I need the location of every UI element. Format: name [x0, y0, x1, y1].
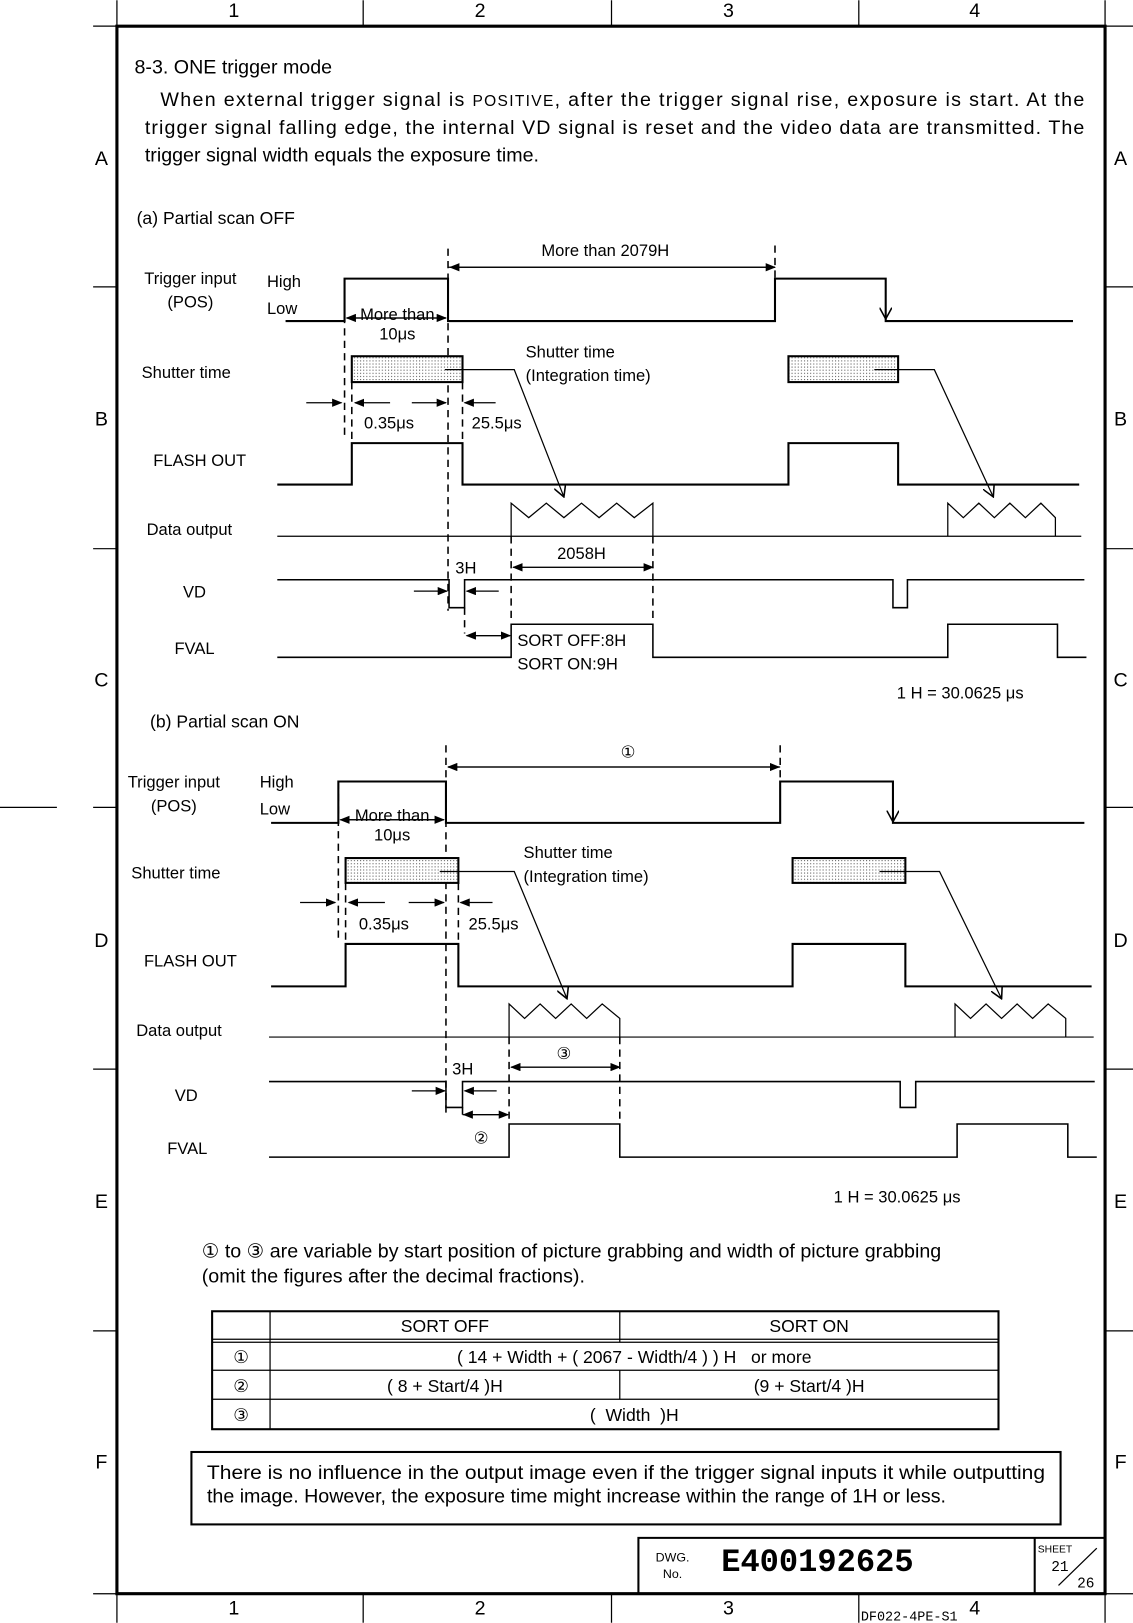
label-pos: (POS) — [150, 796, 197, 816]
duration-label: 3H — [455, 558, 477, 578]
row-label: B — [1114, 408, 1128, 431]
vd-signal — [277, 580, 1084, 608]
row-label: F — [1114, 1451, 1127, 1474]
timing-diagram-partial-scan-on — [128, 712, 1097, 1207]
notice-box — [191, 1452, 1060, 1524]
row-label: D — [1113, 930, 1128, 953]
row-key: ② — [233, 1375, 249, 1396]
label-trigger-input: Trigger input — [144, 268, 237, 288]
level-low: Low — [266, 298, 298, 318]
diagram-title: (b) Partial scan ON — [150, 711, 300, 732]
label-data-output: Data output — [146, 520, 233, 540]
vd-signal — [269, 1082, 1095, 1108]
label-flash-out: FLASH OUT — [153, 450, 247, 470]
header-sort-off: SORT OFF — [400, 1315, 490, 1336]
label-vd: VD — [183, 582, 207, 602]
annotation: Shutter time — [523, 843, 613, 863]
mark-2: ② — [473, 1128, 489, 1148]
flash-out-signal — [277, 443, 1079, 484]
row-label: A — [94, 147, 108, 170]
level-high: High — [259, 772, 294, 792]
duration-label: 10μs — [374, 825, 411, 845]
annotation: (Integration time) — [523, 866, 649, 886]
duration-label: 0.35μs — [364, 413, 415, 433]
diagram-title: (a) Partial scan OFF — [136, 207, 295, 228]
notice-line: the image. However, the exposure time might increase within the range of 1H or less. — [206, 1485, 947, 1508]
column-label: 4 — [969, 0, 981, 22]
title-block — [638, 1538, 1105, 1623]
column-label: 3 — [722, 1597, 734, 1620]
label-data-output: Data output — [136, 1021, 222, 1041]
row-label: C — [94, 669, 109, 692]
row-label: F — [95, 1451, 108, 1474]
duration-label: 3H — [452, 1059, 474, 1079]
intro-text: trigger signal width equals the exposure time. — [144, 144, 539, 167]
fval-signal — [269, 1124, 1097, 1157]
duration-label: 10μs — [379, 324, 416, 344]
no-label: No. — [662, 1567, 683, 1582]
row-label: A — [1114, 147, 1128, 170]
timing-diagram-partial-scan-off — [137, 208, 1087, 703]
header-sort-on: SORT ON — [769, 1315, 849, 1336]
label-pos: (POS) — [167, 292, 214, 312]
formula-table — [212, 1311, 998, 1429]
annotation: Shutter time — [525, 342, 615, 362]
label-flash-out: FLASH OUT — [143, 951, 237, 971]
shutter-block — [793, 858, 906, 883]
duration-label: More than — [354, 805, 430, 825]
label-fval: FVAL — [174, 639, 215, 659]
row-key: ① — [233, 1346, 249, 1367]
duration-label: 0.35μs — [358, 914, 409, 934]
intro-paragraph — [145, 89, 1085, 167]
dwg-label: DWG. — [655, 1550, 690, 1565]
row-label: B — [94, 408, 108, 431]
duration-label: More than 2079H — [541, 240, 670, 260]
column-label: 3 — [722, 0, 734, 22]
label-fval: FVAL — [167, 1138, 208, 1158]
level-high: High — [266, 271, 301, 291]
label-shutter-time: Shutter time — [141, 362, 231, 382]
column-label: 2 — [474, 0, 486, 22]
flash-out-signal — [271, 944, 1092, 986]
duration-label: 25.5μs — [471, 413, 522, 433]
column-label: 1 — [228, 1597, 240, 1620]
mark-1: ① — [620, 742, 636, 762]
note-line: (omit the figures after the decimal fractions). — [201, 1265, 585, 1288]
note-line: ① to ③ are variable by start position of picture grabbing and width of picture grabbing — [201, 1240, 942, 1263]
shutter-block — [346, 858, 459, 883]
variable-note — [202, 1240, 941, 1287]
annotation: (Integration time) — [525, 366, 651, 386]
section-title: 8-3. ONE trigger mode — [134, 56, 333, 79]
svg-text:When external trigger signal i — [160, 89, 1084, 111]
sheet-number: 21 — [1051, 1559, 1069, 1576]
sheet-total: 26 — [1077, 1576, 1095, 1593]
intro-text: trigger signal falling edge, the internal VD signal is reset and the video data are transmitted. The — [144, 116, 1085, 139]
row-label: E — [1114, 1190, 1128, 1213]
form-code: DF022-4PE-S1 — [860, 1610, 958, 1623]
table-cell: (9 + Start/4 )H — [753, 1375, 865, 1396]
duration-label: More than — [360, 305, 435, 325]
notice-line: There is no influence in the output image even if the trigger signal inputs it while outputting — [206, 1461, 1046, 1484]
fval-signal — [277, 624, 1086, 657]
intro-text: When external trigger signal is — [160, 88, 472, 111]
column-label: 1 — [228, 0, 240, 22]
row-key: ③ — [233, 1404, 249, 1425]
table-cell: ( 8 + Start/4 )H — [387, 1375, 503, 1396]
table-cell: ( Width )H — [589, 1404, 679, 1425]
row-label: D — [94, 930, 109, 953]
level-low: Low — [259, 799, 291, 819]
intro-text: , after the trigger signal rise, exposure is start. At the — [554, 88, 1085, 111]
column-label: 4 — [969, 1597, 981, 1620]
table-cell: ( 14 + Width + ( 2067 - Width/4 ) ) H or more — [456, 1346, 812, 1367]
sheet-label: SHEET — [1037, 1544, 1073, 1556]
mark-3: ③ — [556, 1043, 572, 1063]
drawing-number: E400192625 — [721, 1543, 914, 1581]
row-label: C — [1113, 669, 1128, 692]
column-label: 2 — [474, 1597, 486, 1620]
h-definition: 1 H = 30.0625 μs — [896, 683, 1024, 703]
duration-label: 25.5μs — [468, 914, 519, 934]
label-shutter-time: Shutter time — [131, 863, 221, 883]
sort-on-label: SORT ON:9H — [517, 654, 618, 674]
label-vd: VD — [174, 1086, 198, 1106]
label-trigger-input: Trigger input — [127, 772, 220, 792]
data-output-signal — [277, 503, 1081, 536]
duration-label: 2058H — [557, 544, 606, 564]
h-definition: 1 H = 30.0625 μs — [833, 1187, 961, 1207]
row-label: E — [94, 1190, 108, 1213]
sort-off-label: SORT OFF:8H — [517, 630, 627, 650]
data-output-signal — [269, 1004, 1094, 1037]
intro-positive: POSITIVE — [472, 92, 554, 110]
